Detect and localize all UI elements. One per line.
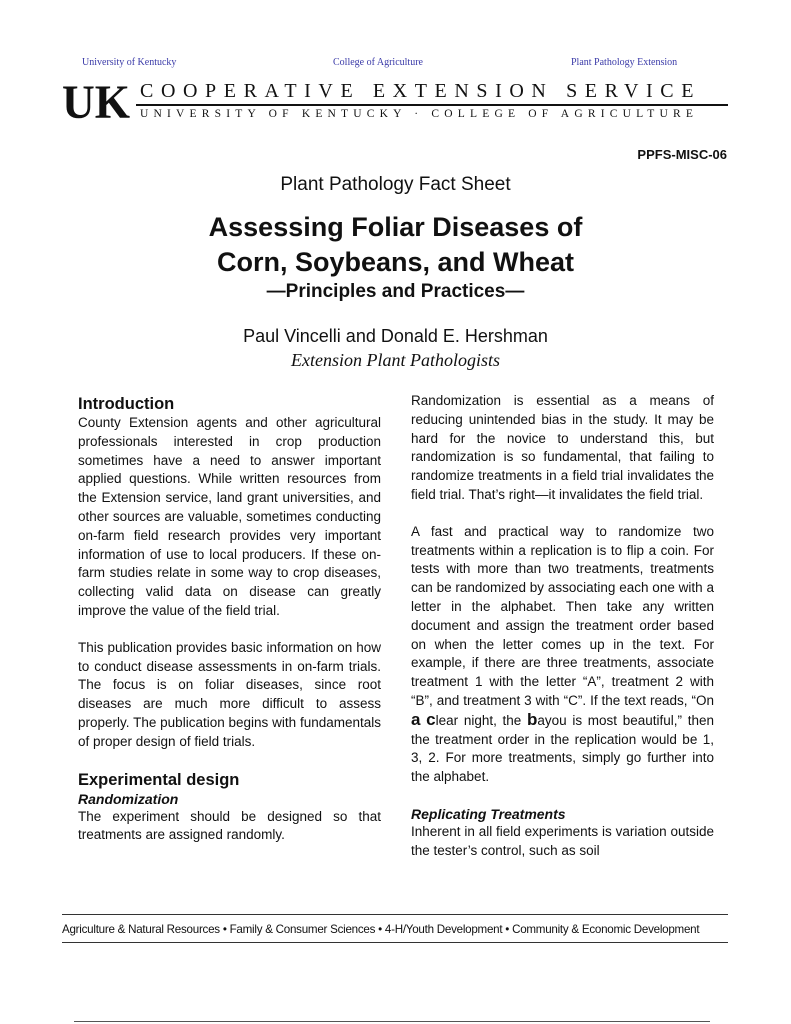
intro-paragraph-1: County Extension agents and other agricultural professionals interested in crop production sometimes have a need to answer important applied questions. While written resources from the Extension service, land grant universities, and other sources are valuable, sometimes conducting on-farm field research provides very important information of use to local producers. If these on-farm studies relate in some way to crop diseases, collecting valid data on disease can greatly improve the value of the field trial. (78, 415, 381, 618)
footer-divider-top (62, 914, 728, 915)
p2-letter-a: a (411, 709, 421, 729)
link-plant-pathology-extension[interactable]: Plant Pathology Extension (571, 57, 678, 68)
masthead-line1: COOPERATIVE EXTENSION SERVICE (140, 80, 702, 102)
masthead-divider (136, 104, 728, 106)
link-university-of-kentucky[interactable]: University of Kentucky (82, 57, 177, 68)
authors: Paul Vincelli and Donald E. Hershman (243, 326, 548, 346)
randomization-paragraph-2 (411, 523, 714, 787)
footer-program-areas: Agriculture & Natural Resources • Family & Consumer Sciences • 4-H/Youth Development • Community & Economic Development (62, 923, 700, 936)
masthead-line2: UNIVERSITY OF KENTUCKY · COLLEGE OF AGRICULTURE (140, 108, 699, 120)
replicating-paragraph-1: Inherent in all field experiments is variation outside the tester’s control, such as soil (411, 823, 714, 858)
design-paragraph-1: The experiment should be designed so that treatments are assigned randomly. (78, 808, 381, 843)
page-title (0, 210, 791, 280)
p2-letter-c: c (426, 709, 436, 729)
page-bottom-rule (74, 1021, 710, 1022)
top-links (0, 57, 791, 71)
p2-letter-b: b (527, 709, 538, 729)
experimental-design-heading: Experimental design (78, 770, 240, 789)
document-id: PPFS-MISC-06 (637, 147, 727, 162)
p2-text-a: A fast and practical way to randomize two treatments within a replication is to flip a coin. For tests with more than two treatments, treatments can be randomized by associating each one with a letter in the alphabet. Then take any written document and assign the treatment order based on when the letter comes up in the text. For example, if there are three treatments, associate treatment 1 with the letter “A”, treatment 2 with “B”, and treatment 3 with “C”. If the text reads, “On (411, 523, 714, 708)
author-affiliation: Extension Plant Pathologists (291, 350, 500, 370)
intro-paragraph-2: This publication provides basic information on how to conduct disease assessments in on-farm trials. The focus is on foliar diseases, since root diseases are much more difficult to assess properly. The publication begins with fundamentals of proper design of field trials. (78, 639, 381, 749)
page-subtitle: —Principles and Practices— (266, 281, 525, 302)
uk-logo-text: UK (62, 80, 130, 122)
title-line-1: Assessing Foliar Diseases of (208, 212, 583, 242)
replicating-treatments-heading: Replicating Treatments (411, 805, 566, 822)
introduction-heading: Introduction (78, 395, 175, 413)
left-column (78, 394, 381, 863)
right-column (411, 392, 714, 879)
p2-text-c: ayou is most beautiful,” then the treatment order in the replication would be 1, 3, 2. For more treatments, simply go further into the alphabet. (411, 712, 714, 785)
link-college-of-agriculture[interactable]: College of Agriculture (333, 57, 423, 68)
p2-text-b: lear night, the (435, 712, 528, 728)
title-line-2: Corn, Soybeans, and Wheat (216, 247, 575, 277)
randomization-subheading: Randomization (78, 790, 179, 807)
randomization-paragraph-1: Randomization is essential as a means of reducing unintended bias in the study. It may be hard for the novice to understand this, but randomization is so fundamental, that failing to randomize treatments in a field trial invalidates the field trial. That’s right—it invalidates the field trial. (411, 393, 714, 502)
uk-logo (62, 80, 130, 122)
footer-divider-bottom (62, 942, 728, 943)
series-title: Plant Pathology Fact Sheet (280, 174, 511, 195)
